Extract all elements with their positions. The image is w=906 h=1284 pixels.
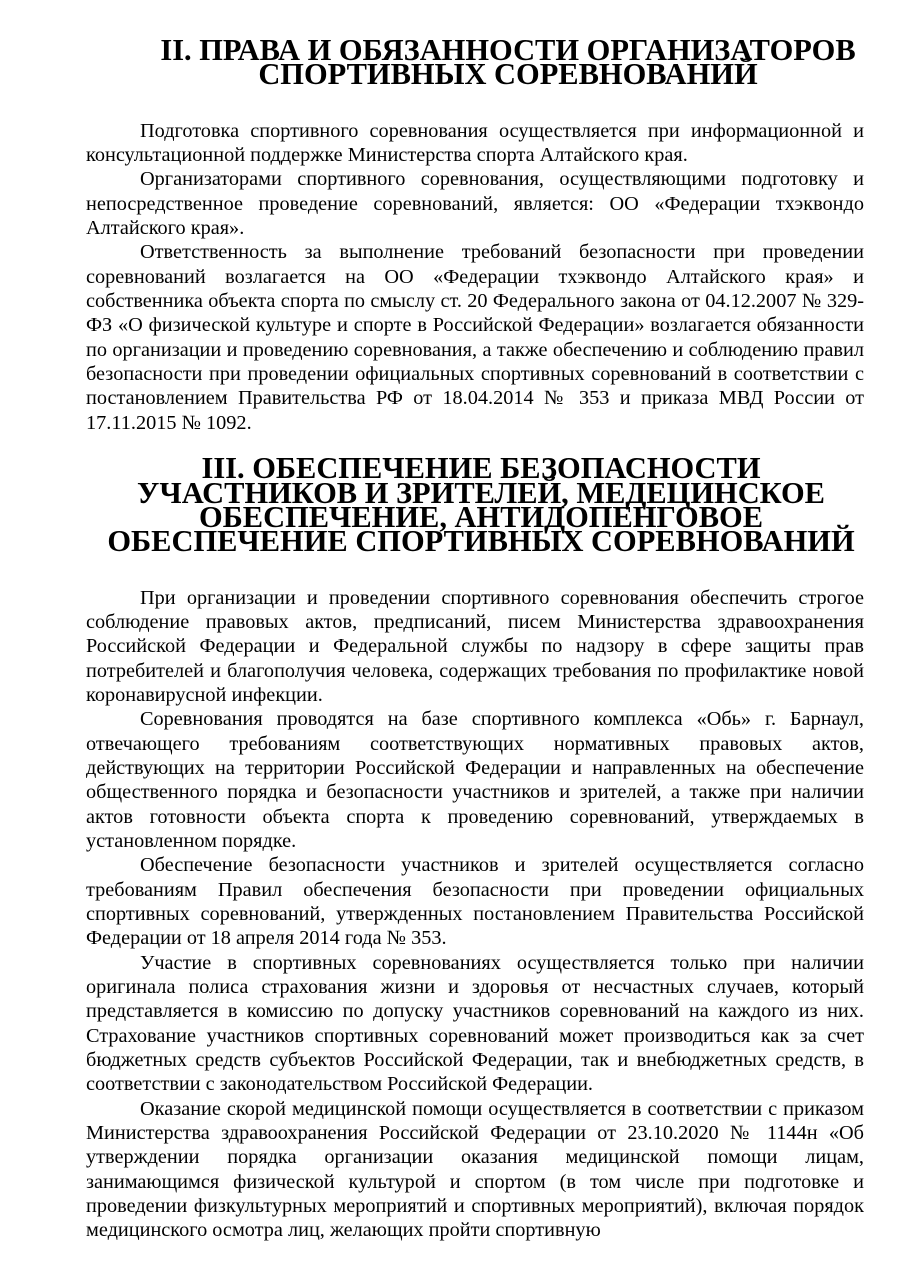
- section-3-paragraph-3: Обеспечение безопасности участников и зрителей осуществляется согласно требованиям Правил обеспечения безопасности при проведении официальных спортивных соревнований, утвержденных постановлением Правительства Российской Федерации от 18 апреля 2014 года № 353.: [86, 854, 864, 950]
- section-3-paragraph-5: Оказание скорой медицинской помощи осуществляется в соответствии с приказом Министерства здравоохранения Российской Федерации от 23.10.2020 № 1144н «Об утверждении порядка организации оказания медицинской помощи лицам, занимающимся физической культурой и спортом (в том числе при подготовке и проведении физкультурных мероприятий и спортивных мероприятий), включая порядок медицинского осмотра лиц, желающих пройти спортивную: [86, 1097, 864, 1242]
- section-2-heading: II. ПРАВА И ОБЯЗАННОСТИ ОРГАНИЗАТОРОВ СПОРТИВНЫХ СОРЕВНОВАНИЙ: [160, 33, 856, 92]
- section-3-heading: III. ОБЕСПЕЧЕНИЕ БЕЗОПАСНОСТИ УЧАСТНИКОВ И ЗРИТЕЛЕЙ, МЕДЕЦИНСКОЕ ОБЕСПЕЧЕНИЕ, АНТИДОПЕНГОВОЕ ОБЕСПЕЧЕНИЕ СПОРТИВНЫХ СОРЕВНОВАНИЙ: [107, 451, 855, 559]
- section-3-paragraph-1: При организации и проведении спортивного соревнования обеспечить строгое соблюдение правовых актов, предписаний, писем Министерства здравоохранения Российской Федерации и Федеральной службы по надзору в сфере защиты прав потребителей и благополучия человека, содержащих требования по профилактике новой коронавирусной инфекции.: [86, 586, 864, 706]
- document-page: [86, 33, 864, 1243]
- section-3-paragraph-4: Участие в спортивных соревнованиях осуществляется только при наличии оригинала полиса страхования жизни и здоровья от несчастных случаев, который представляется в комиссию по допуску участников соревнований на каждого из них. Страхование участников спортивных соревнований может производиться как за счет бюджетных средств субъектов Российской Федерации, так и внебюджетных средств, в соответствии с законодательством Российской Федерации.: [86, 951, 864, 1096]
- section-3-paragraph-2: Соревнования проводятся на базе спортивного комплекса «Обь» г. Барнаул, отвечающего требованиям соответствующих нормативных правовых актов, действующих на территории Российской Федерации и направленных на обеспечение общественного порядка и безопасности участников и зрителей, а также при наличии актов готовности объекта спорта к проведению соревнований, утверждаемых в установленном порядке.: [86, 708, 864, 852]
- spacer: [86, 87, 864, 119]
- section-2-paragraph-3: Ответственность за выполнение требований безопасности при проведении соревнований возлагается на ОО «Федерации тхэквондо Алтайского края» и собственника объекта спорта по смыслу ст. 20 Федерального закона от 04.12.2007 № 329-ФЗ «О физической культуре и спорте в Российской Федерации» возлагается обязанности по организации и проведению соревнования, а также обеспечению и соблюдению правил безопасности при проведении официальных спортивных соревнований в соответствии с постановлением Правительства РФ от 18.04.2014 № 353 и приказа МВД России от 17.11.2015 № 1092.: [86, 241, 864, 434]
- spacer: [86, 554, 864, 586]
- section-2-paragraph-2: Организаторами спортивного соревнования, осуществляющими подготовку и непосредственное проведение соревнований, является: ОО «Федерации тхэквондо Алтайского края».: [86, 168, 864, 240]
- section-2-paragraph-1: Подготовка спортивного соревнования осуществляется при информационной и консультационной поддержке Министерства спорта Алтайского края.: [86, 119, 864, 167]
